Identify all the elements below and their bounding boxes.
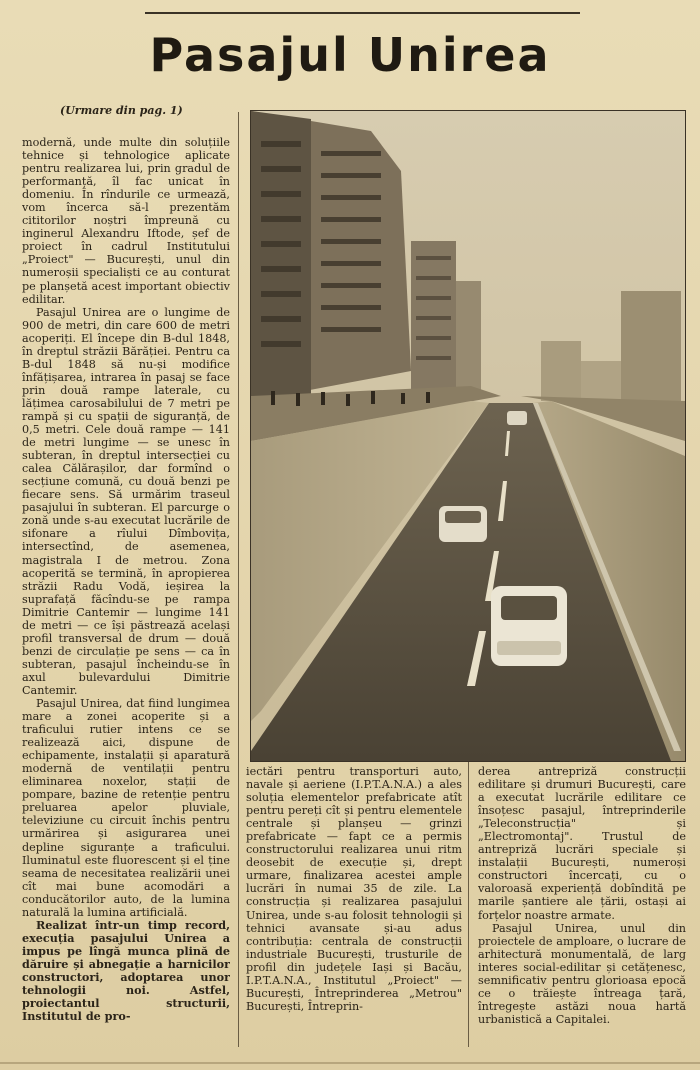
column-divider <box>238 112 239 1047</box>
article-column-3 <box>478 765 686 1045</box>
tunnel-photo <box>250 110 686 762</box>
paragraph: Pasajul Unirea are o lungime de 900 de metri, din care 600 de metri acoperiți. El începe din B-dul 1848, în dreptul străzii Bărăției. Pentru ca B-dul 1848 să nu-și modifice înfățișarea, intrarea în pasaj se face prin două rampe laterale, cu lățimea carosabilului de 7 metri pe rampă și cu spații de siguranță, de 0,5 metri. Cele două rampe — 141 de metri lungime — se unesc în subteran, în dreptul intersecției cu calea Călărașilor, dar formînd o secțiune comună, cu două benzi pe fiecare sens. Să urmărim traseul pasajului în subteran. El parcurge o zonă unde s-au executat lucrările de sifonare a rîului Dîmbovița, intersectînd, de asemenea, magistrala I de metrou. Zona acoperită se termină, în apropierea străzii Radu Vodă, ieșirea la suprafață făcîndu-se pe rampa Dimitrie Cantemir — lungime 141 de metri — ce își păstrează același profil transversal de drum — două benzi de circulație pe sens — ca în subteran, pasajul încheindu-se în axul bulevardului Dimitrie Cantemir. <box>22 305 230 697</box>
paragraph: Realizat într-un timp record, execuția pasajului Unirea a impus pe lîngă munca plină de dăruire și abnegație a harnicilor constructori, adoptarea unor tehnologii noi. Astfel, proiectantul structurii, Institutul de pro- <box>22 917 230 1024</box>
paragraph: iectări pentru transporturi auto, navale și aeriene (I.P.T.A.N.A.) a ales soluția elementelor prefabricate atît pentru pereți cît și pentru elementele centrale și planșeu — grinzi prefabricate — fapt ce a permis constructorului realizarea unui ritm deosebit de execuție și, drept urmare, finalizarea acestei ample lucrări în numai 35 de zile. La construcția și realizarea pasajului Unirea, unde s-au folosit tehnologii și tehnici avansate și-au adus contribuția: centrala de construcții industriale București, trusturile de profil din județele Iași și Bacău, I.P.T.A.N.A., Institutul „Proiect" — București, Întreprinderea „Metrou" București, Întreprin- <box>246 765 462 1013</box>
bottom-rule <box>0 1062 700 1064</box>
column-divider <box>468 760 469 1047</box>
tunnel-photo-illustration <box>251 111 685 761</box>
paragraph: Pasajul Unirea, unul din proiectele de amploare, o lucrare de arhitectură monumentală, de larg interes social-edilitar și cetățenesc, semnificativ pentru glorioasa epocă ce o trăiește întreaga țară, întregește astăzi noua hartă urbanistică a Capitalei. <box>478 921 686 1026</box>
article-column-2 <box>246 765 462 1045</box>
continued-note: (Urmare din pag. 1) <box>60 104 183 117</box>
top-rule <box>145 12 580 14</box>
paragraph: modernă, unde multe din soluțiile tehnice și tehnologice aplicate pentru realizarea lui, prin gradul de performanță, îl fac unicat în domeniu. În rîndurile ce urmează, vom încerca să-l prezentăm cititorilor noștri împreună cu inginerul Alexandru Iftode, șef de proiect în cadrul Institutului „Proiect" — București, unul din numeroșii specialiști ce au conturat pe planșetă acest important obiectiv edilitar. <box>22 136 230 306</box>
article-title: Pasajul Unirea <box>149 28 551 82</box>
paragraph: Pasajul Unirea, dat fiind lungimea mare a zonei acoperite și a traficului rutier intens ce se realizează aici, dispune de echipamente, instalații și aparatură modernă de ventilații pentru eliminarea noxelor, stații de pompare, bazine de retenție pentru preluarea apelor pluviale, televiziune cu circuit închis pentru urmărirea și asigurarea unei depline siguranțe a traficului. Iluminatul este fluorescent și el ține seama de necesitatea realizării unei cît mai bune acomodări a conducătorilor auto, de la lumina naturală la lumina artificială. <box>22 697 230 919</box>
paragraph: derea antrepriză construcții edilitare și drumuri București, care a executat lucrările edilitare ce însoțesc pasajul, întreprinderile „Teleconstrucția" și „Electromontaj". Trustul de antrepriză lucrări speciale și instalații București, numeroși constructori încercați, cu o valoroasă experiență dobîndită pe marile șantiere ale țării, ostași ai forțelor noastre armate. <box>478 765 686 922</box>
article-column-1 <box>22 136 230 1041</box>
